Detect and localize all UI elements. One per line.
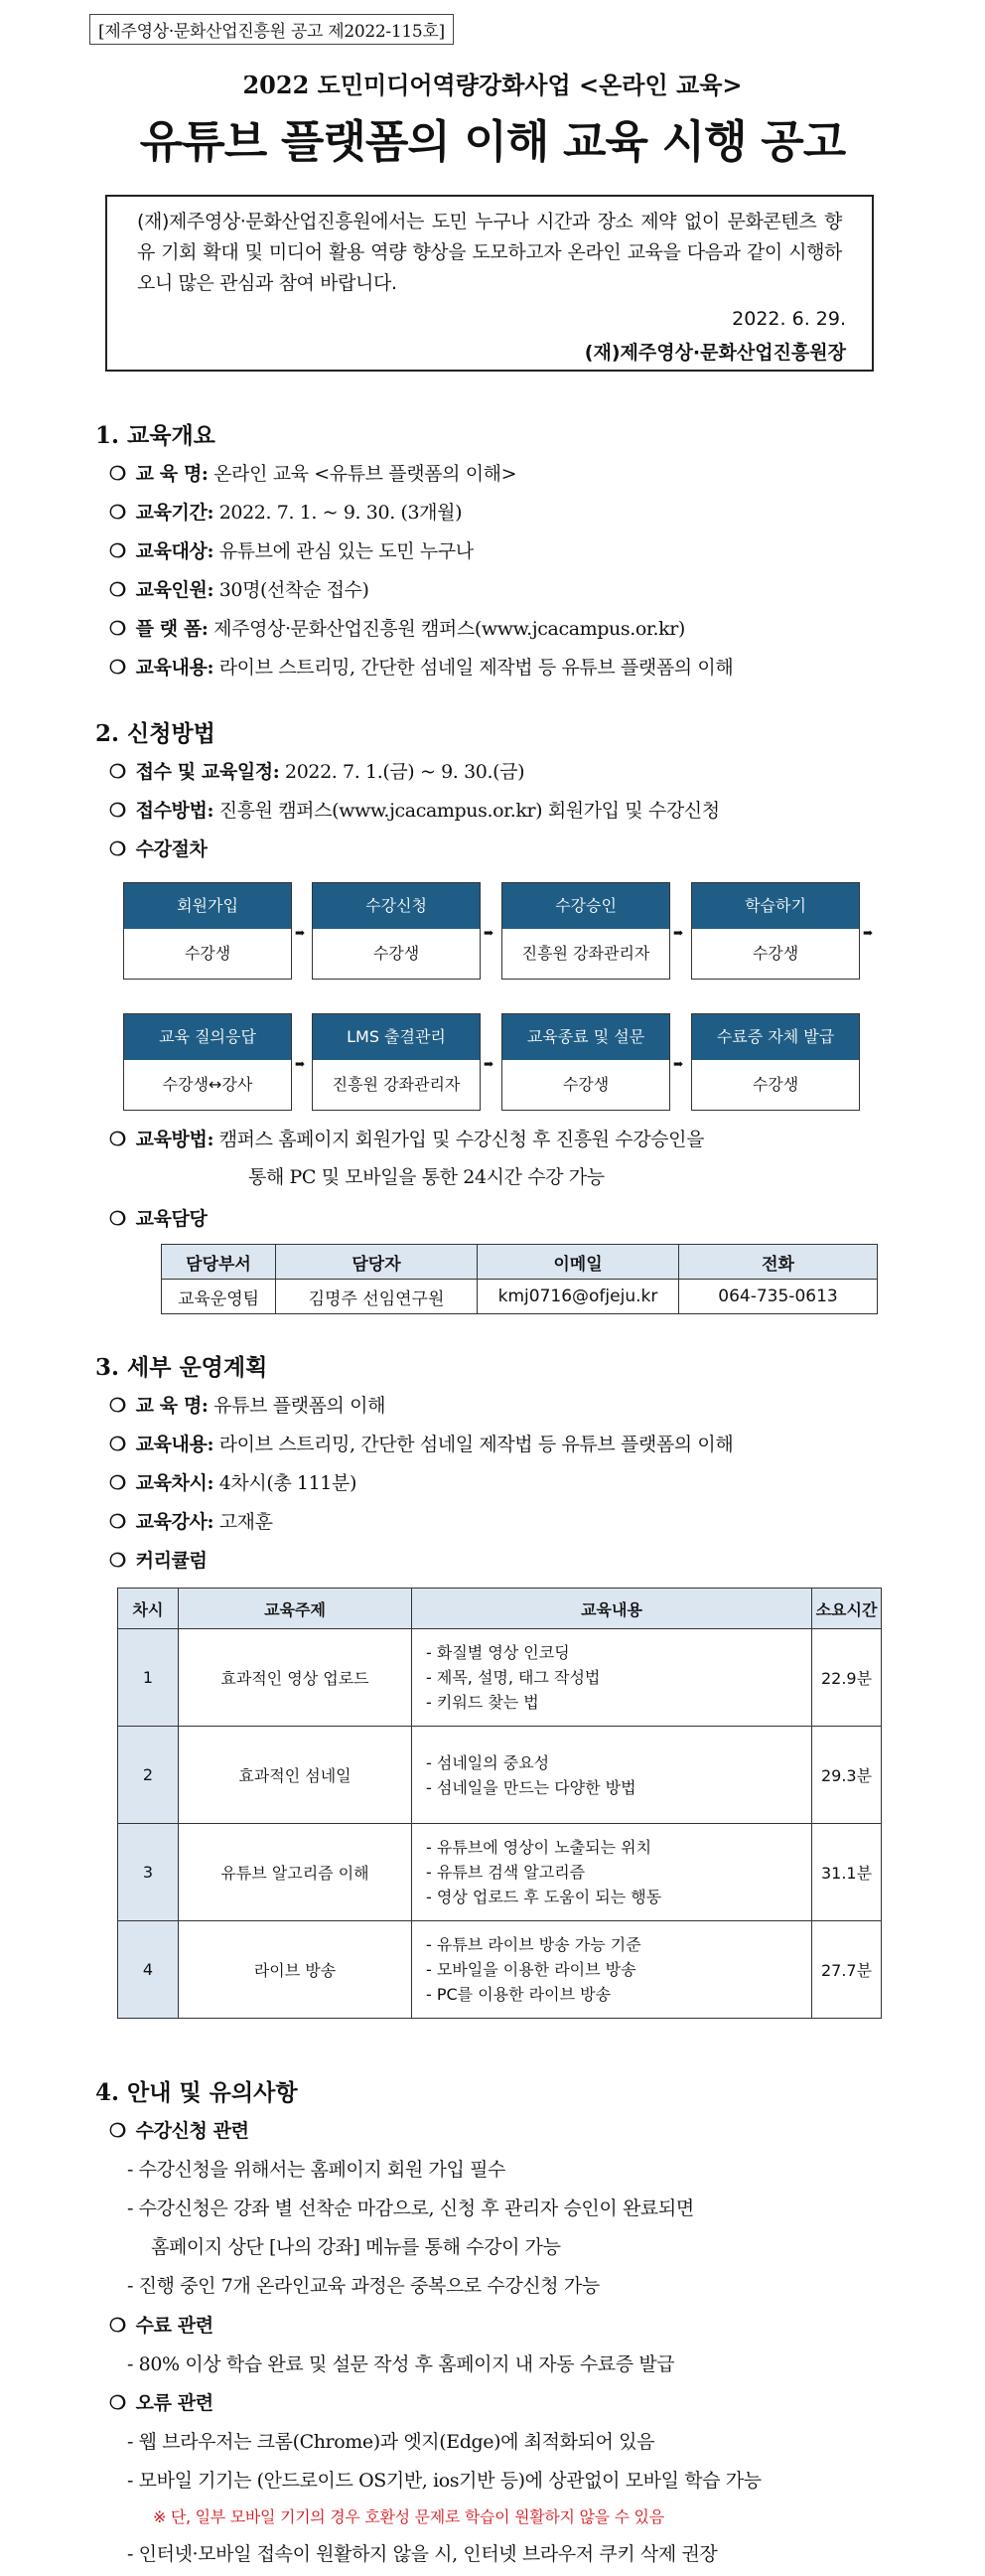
curriculum-table — [117, 1588, 882, 2019]
sec4-group-title: ❍ 수료 관련 — [109, 2315, 213, 2337]
sec3-item: ❍ 교육강사: 고재훈 — [109, 1511, 273, 1533]
section-1-title: 1. 교육개요 — [95, 422, 215, 449]
arrow-right-icon: ➡ — [673, 1057, 684, 1071]
contact-table — [161, 1244, 878, 1314]
sec2-method-cont: 통해 PC 및 모바일을 통한 24시간 수강 가능 — [248, 1166, 605, 1188]
sec1-item: ❍ 교육내용: 라이브 스트리밍, 간단한 섬네일 제작법 등 유튜브 플랫폼의 이해 — [109, 657, 734, 679]
sec2-item: ❍ 접수방법: 진흥원 캠퍼스(www.jcacampus.or.kr) 회원가입 및 수강신청 — [109, 800, 720, 822]
sec2-method: ❍ 교육방법: 캠퍼스 홈페이지 회원가입 및 수강신청 후 진흥원 수강승인을 — [109, 1129, 705, 1150]
notice-number: [제주영상·문화산업진흥원 공고 제2022-115호] — [89, 14, 454, 45]
table-row: 교육운영팀 김명주 선임연구원 kmj0716@ofjeju.kr 064-735-0613 — [162, 1280, 878, 1314]
sec1-item: ❍ 플 랫 폼: 제주영상·문화산업진흥원 캠퍼스(www.jcacampus.or.kr) — [109, 618, 685, 640]
sec4-group-title: ❍ 오류 관련 — [109, 2392, 213, 2414]
arrow-right-icon: ➡ — [484, 1057, 494, 1071]
flow-step: LMS 출결관리 진흥원 강좌관리자 — [312, 1013, 481, 1111]
sec3-item: ❍ 교육차시: 4차시(총 111분) — [109, 1472, 356, 1494]
sec4-line: - 수강신청을 위해서는 홈페이지 회원 가입 필수 — [127, 2159, 505, 2181]
arrow-right-icon: ➡ — [295, 926, 306, 940]
sec3-item: ❍ 교육내용: 라이브 스트리밍, 간단한 섬네일 제작법 등 유튜브 플랫폼의 이해 — [109, 1434, 734, 1455]
sec4-line: - 인터넷·모바일 접속이 원활하지 않을 시, 인터넷 브라우저 쿠키 삭제 권장 — [127, 2543, 718, 2565]
flow-step: 학습하기 수강생 — [691, 882, 860, 980]
table-header-row: 차시 교육주제 교육내용 소요시간 — [118, 1589, 882, 1629]
sec4-line: 홈페이지 상단 [나의 강좌] 메뉴를 통해 수강이 가능 — [151, 2236, 561, 2258]
sec1-item: ❍ 교육인원: 30명(선착순 접수) — [109, 579, 369, 601]
sec2-item: ❍ 접수 및 교육일정: 2022. 7. 1.(금) ~ 9. 30.(금) — [109, 761, 525, 783]
section-3-title: 3. 세부 운영계획 — [95, 1354, 268, 1381]
sec1-item: ❍ 교 육 명: 온라인 교육 <유튜브 플랫폼의 이해> — [109, 463, 517, 485]
arrow-right-icon: ➡ — [295, 1057, 306, 1071]
flow-step: 수료증 자체 발급 수강생 — [691, 1013, 860, 1111]
arrow-right-icon: ➡ — [484, 926, 494, 940]
section-2-title: 2. 신청방법 — [95, 720, 215, 747]
flow-step: 교육종료 및 설문 수강생 — [501, 1013, 670, 1111]
sec3-item: ❍ 커리큘럼 — [109, 1550, 208, 1572]
sec4-line: - 80% 이상 학습 완료 및 설문 작성 후 홈페이지 내 자동 수료증 발급 — [127, 2353, 675, 2375]
flow-step: 회원가입 수강생 — [123, 882, 292, 980]
sec4-line: - 진행 중인 7개 온라인교육 과정은 중복으로 수강신청 가능 — [127, 2275, 600, 2297]
sec1-item: ❍ 교육기간: 2022. 7. 1. ~ 9. 30. (3개월) — [109, 502, 463, 524]
flow-step: 수강신청 수강생 — [312, 882, 481, 980]
table-row: 4 라이브 방송 - 유튜브 라이브 방송 가능 기준 - 모바일을 이용한 라이브 방송 - PC를 이용한 라이브 방송 27.7분 — [118, 1921, 882, 2019]
sec4-line: - 모바일 기기는 (안드로이드 OS기반, ios기반 등)에 상관없이 모바일 학습 가능 — [127, 2470, 762, 2492]
table-row: 2 효과적인 섬네일 - 섬네일의 중요성 - 섬네일을 만드는 다양한 방법 29.3분 — [118, 1727, 882, 1824]
flow-step: 교육 질의응답 수강생↔강사 — [123, 1013, 292, 1111]
page-title: 유튜브 플랫폼의 이해 교육 시행 공고 — [139, 115, 846, 168]
warning-note: ※ 단, 일부 모바일 기기의 경우 호환성 문제로 학습이 원활하지 않을 수 있음 — [153, 2507, 664, 2526]
sec1-item: ❍ 교육대상: 유튜브에 관심 있는 도민 누구나 — [109, 540, 474, 562]
sec3-item: ❍ 교 육 명: 유튜브 플랫폼의 이해 — [109, 1395, 386, 1417]
intro-box — [105, 195, 874, 372]
arrow-right-icon: ➡ — [863, 926, 874, 940]
intro-date: 2022. 6. 29. — [732, 308, 846, 330]
table-header-row: 담당부서 담당자 이메일 전화 — [162, 1245, 878, 1280]
table-row: 3 유튜브 알고리즘 이해 - 유튜브에 영상이 노출되는 위치 - 유튜브 검색 알고리즘 - 영상 업로드 후 도움이 되는 행동 31.1분 — [118, 1824, 882, 1921]
section-4-title: 4. 안내 및 유의사항 — [95, 2079, 298, 2106]
sec4-line: - 웹 브라우저는 크롬(Chrome)과 엣지(Edge)에 최적화되어 있음 — [127, 2431, 655, 2453]
arrow-right-icon: ➡ — [673, 926, 684, 940]
sec2-item: ❍ 수강절차 — [109, 838, 208, 860]
flow-step: 수강승인 진흥원 강좌관리자 — [501, 882, 670, 980]
sec2-contact-label: ❍ 교육담당 — [109, 1208, 208, 1230]
intro-org: (재)제주영상·문화산업진흥원장 — [584, 342, 846, 364]
table-row: 1 효과적인 영상 업로드 - 화질별 영상 인코딩 - 제목, 설명, 태그 작성법 - 키워드 찾는 법 22.9분 — [118, 1629, 882, 1727]
sec4-line: - 수강신청은 강좌 별 선착순 마감으로, 신청 후 관리자 승인이 완료되면 — [127, 2197, 694, 2219]
sec4-group-title: ❍ 수강신청 관련 — [109, 2120, 249, 2142]
subtitle: 2022 도민미디어역량강화사업 <온라인 교육> — [242, 71, 743, 99]
intro-text: (재)제주영상·문화산업진흥원에서는 도민 누구나 시간과 장소 제약 없이 문화콘텐츠 향유 기회 확대 및 미디어 활용 역량 향상을 도모하고자 온라인 교육을 다음과 같이 시행하오니 많은 관심과 참여 바랍니다. — [137, 211, 842, 294]
